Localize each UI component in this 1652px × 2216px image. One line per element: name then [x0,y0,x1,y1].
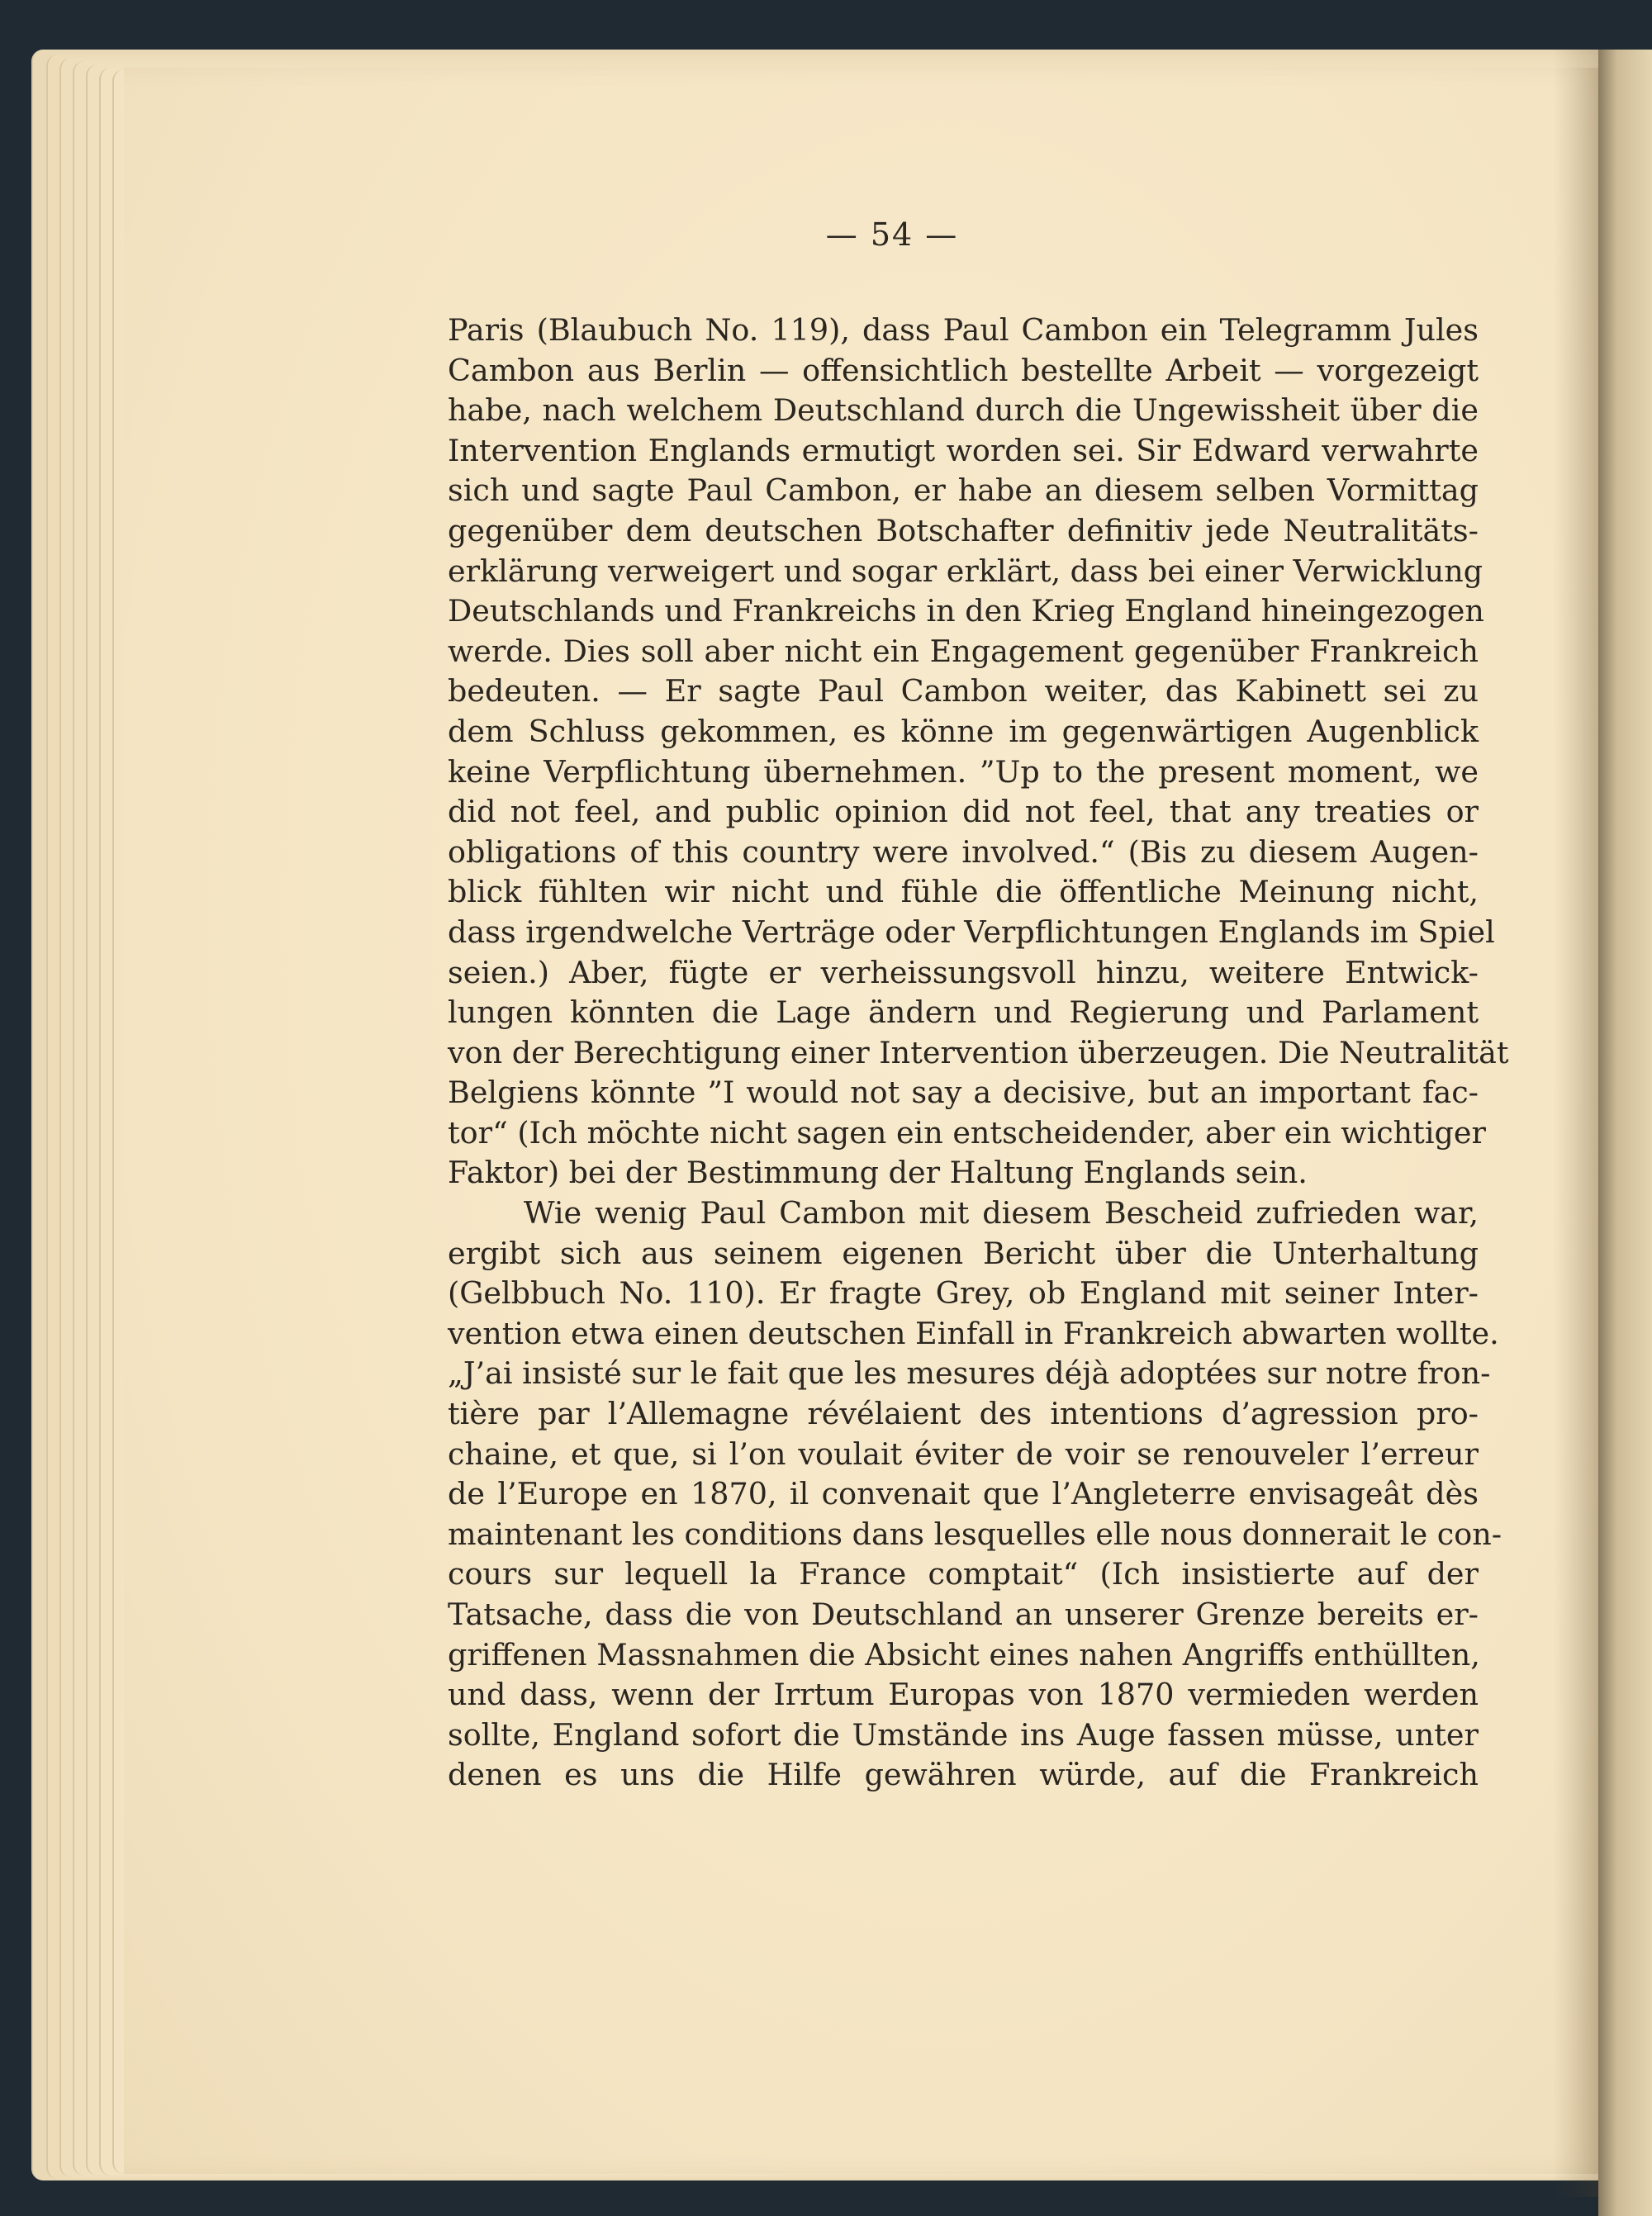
body-text [448,311,1509,1796]
text-line: habe, nach welchem Deutschland durch die Ungewissheit über die [448,392,1479,429]
text-line: Wie wenig Paul Cambon mit diesem Bescheid zufrieden war, [524,1195,1479,1231]
text-line: vention etwa einen deutschen Einfall in Frankreich abwarten wollte. [448,1315,1499,1351]
text-line: tor“ (Ich möchte nicht sagen ein entscheidender, aber ein wichtiger [448,1114,1486,1151]
gutter-shadow [1553,50,1602,2197]
text-line: did not feel, and public opinion did not feel, that any treaties or [448,794,1479,830]
text-line: und dass, wenn der Irrtum Europas von 1870 vermieden werden [448,1677,1479,1713]
text-line: sollte, England sofort die Umstände ins Auge fassen müsse, unter [448,1716,1479,1753]
text-line: von der Berechtigung einer Intervention überzeugen. Die Neutralität [448,1034,1509,1070]
text-line: Belgiens könnte ”I would not say a decisive, but an important fac- [448,1075,1479,1111]
text-line: griffenen Massnahmen die Absicht eines nahen Angriffs enthüllten, [448,1636,1480,1673]
text-line: Deutschlands und Frankreichs in den Krieg England hineingezogen [448,593,1484,629]
next-page-gutter [1598,50,1652,2216]
text-line: tière par l’Allemagne révélaient des intentions d’agression pro- [448,1396,1479,1432]
text-line: chaine, et que, si l’on voulait éviter de voir se renouveler l’erreur [448,1435,1479,1472]
text-line: ergibt sich aus seinem eigenen Bericht über die Unterhaltung [448,1235,1479,1271]
text-line: bedeuten. — Er sagte Paul Cambon weiter, das Kabinett sei zu [448,673,1479,709]
text-line: (Gelbbuch No. 110). Er fragte Grey, ob England mit seiner Inter- [448,1275,1479,1312]
text-line: obligations of this country were involved.“ (Bis zu diesem Augen- [448,833,1479,870]
text-line: Paris (Blaubuch No. 119), dass Paul Cambon ein Telegramm Jules [448,312,1479,348]
text-line: dem Schluss gekommen, es könne im gegenwärtigen Augenblick [448,713,1479,749]
text-line: Tatsache, dass die von Deutschland an unserer Grenze bereits er- [448,1597,1479,1632]
text-line: Intervention Englands ermutigt worden sei. Sir Edward verwahrte [448,432,1479,468]
text-line: blick fühlten wir nicht und fühle die öffentliche Meinung nicht, [448,874,1479,910]
text-line: lungen könnten die Lage ändern und Regierung und Parlament [448,994,1479,1031]
text-line: maintenant les conditions dans lesquelles elle nous donnerait le con- [448,1516,1502,1552]
page-number: — 54 — [825,216,959,253]
text-line: Faktor) bei der Bestimmung der Haltung Englands sein. [448,1155,1308,1191]
text-line: de l’Europe en 1870, il convenait que l’Angleterre envisageât dès [448,1476,1479,1512]
text-line: „J’ai insisté sur le fait que les mesures déjà adoptées sur notre fron- [448,1355,1491,1392]
text-line: keine Verpflichtung übernehmen. ”Up to the present moment, we [448,753,1479,790]
text-line: werde. Dies soll aber nicht ein Engagement gegenüber Frankreich [448,633,1479,669]
text-line: denen es uns die Hilfe gewähren würde, auf die Frankreich [448,1757,1479,1793]
text-line: erklärung verweigert und sogar erklärt, dass bei einer Verwicklung [448,553,1483,589]
text-line: sich und sagte Paul Cambon, er habe an diesem selben Vormittag [448,472,1479,509]
text-line: cours sur lequell la France comptait“ (Ich insistierte auf der [448,1556,1479,1592]
text-line: Cambon aus Berlin — offensichtlich bestellte Arbeit — vorgezeigt [448,352,1479,388]
text-line: gegenüber dem deutschen Botschafter definitiv jede Neutralitäts- [448,512,1479,548]
text-line: dass irgendwelche Verträge oder Verpflichtungen Englands im Spiel [448,913,1495,950]
text-line: seien.) Aber, fügte er verheissungsvoll hinzu, weitere Entwick- [448,954,1479,990]
